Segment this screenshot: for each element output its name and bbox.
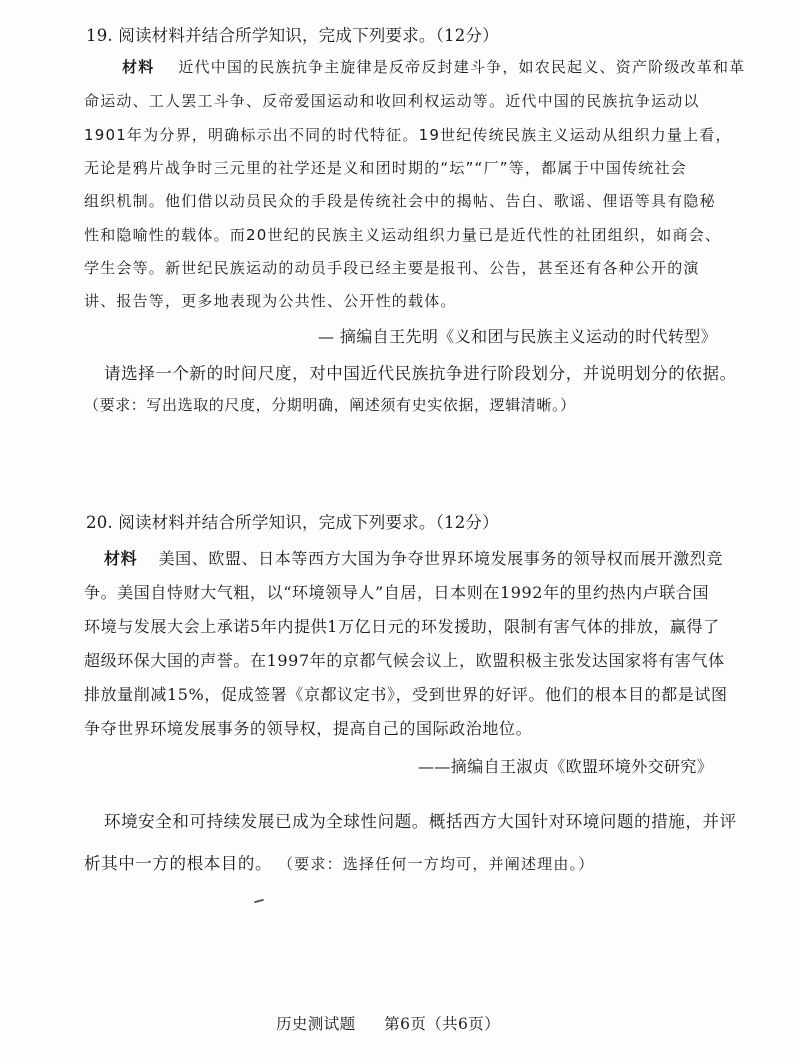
q20-line-2: 争。美国自恃财大气粗，以“环境领导人”自居，日本则在1992年的里约热内卢联合国 [84,583,710,602]
q19-line-8: 讲、报告等，更多地表现为公共性、公开性的载体。 [84,292,457,310]
footer-page-number: 第6页（共6页） [384,1015,501,1033]
q20-requirement: （要求：选择任何一方均可，并阐述理由。） [277,855,595,873]
q20-line-1-text: 美国、欧盟、日本等西方大国为争夺世界环境发展事务的领导权而展开激烈竞 [158,549,723,568]
q19-line-1-text: 近代中国的民族抗争主旋律是反帝反封建斗争，如农民起义、资产阶级改革和革 [178,58,746,76]
q19-line-5: 组织机制。他们借以动员民众的手段是传统社会中的揭帖、告白、歌谣、俚语等具有隐秘 [84,192,716,210]
q20-question-line-1: 环境安全和可持续发展已成为全球性问题。概括西方大国针对环境问题的措施，并评 [104,812,737,831]
q20-line-6: 争夺世界环境发展事务的领导权，提高自己的国际政治地位。 [84,719,533,738]
page-footer [276,1012,500,1034]
q20-heading: 20. 阅读材料并结合所学知识，完成下列要求。（12分） [86,513,499,532]
q19-line-2: 命运动、工人罢工斗争、反帝爱国运动和收回利权运动等。近代中国的民族抗争运动以 [84,92,700,110]
q19-heading: 19. 阅读材料并结合所学知识，完成下列要求。（12分） [86,26,499,45]
q19-line-3: 1901年为分界，明确标示出不同的时代特征。19世纪传统民族主义运动从组织力量上看， [84,126,732,144]
q19-requirement: （要求：写出选取的尺度，分期明确，阐述须有史实依据，逻辑清晰。） [84,396,576,414]
q19-source: — 摘编自王先明《义和团与民族主义运动的时代转型》 [318,327,718,346]
q20-line-1 [104,546,723,569]
q19-question: 请选择一个新的时间尺度，对中国近代民族抗争进行阶段划分，并说明划分的依据。 [104,364,737,383]
q20-material-label: 材料 [104,549,138,568]
q19-line-4: 无论是鸦片战争时三元里的社学还是义和团时期的“坛”“厂”等，都属于中国传统社会 [84,159,687,177]
q20-line-3: 环境与发展大会上承诺5年内提供1万亿日元的环发援助，限制有害气体的排放，赢得了 [84,617,720,636]
q19-material-label: 材料 [122,58,155,76]
q19-line-7: 学生会等。新世纪民族运动的动员手段已经主要是报刊、公告，甚至还有各种公开的演 [84,259,700,277]
q20-source: ——摘编自王淑贞《欧盟环境外交研究》 [418,757,714,776]
q20-question-line-2 [84,850,594,874]
footer-subject: 历史测试题 [276,1015,356,1033]
q20-line-4: 超级环保大国的声誉。在1997年的京都气候会议上，欧盟积极主张发达国家将有害气体 [84,651,725,670]
q19-line-6: 性和隐喻性的载体。而20世纪的民族主义运动组织力量已是近代性的社团组织，如商会、 [84,226,722,244]
q20-question-line-2-text: 析其中一方的根本目的。 [84,854,273,873]
q20-line-5: 排放量削减15%，促成签署《京都议定书》，受到世界的好评。他们的根本目的都是试图 [84,685,728,704]
ink-mark [254,899,264,904]
q19-line-1 [122,56,745,77]
